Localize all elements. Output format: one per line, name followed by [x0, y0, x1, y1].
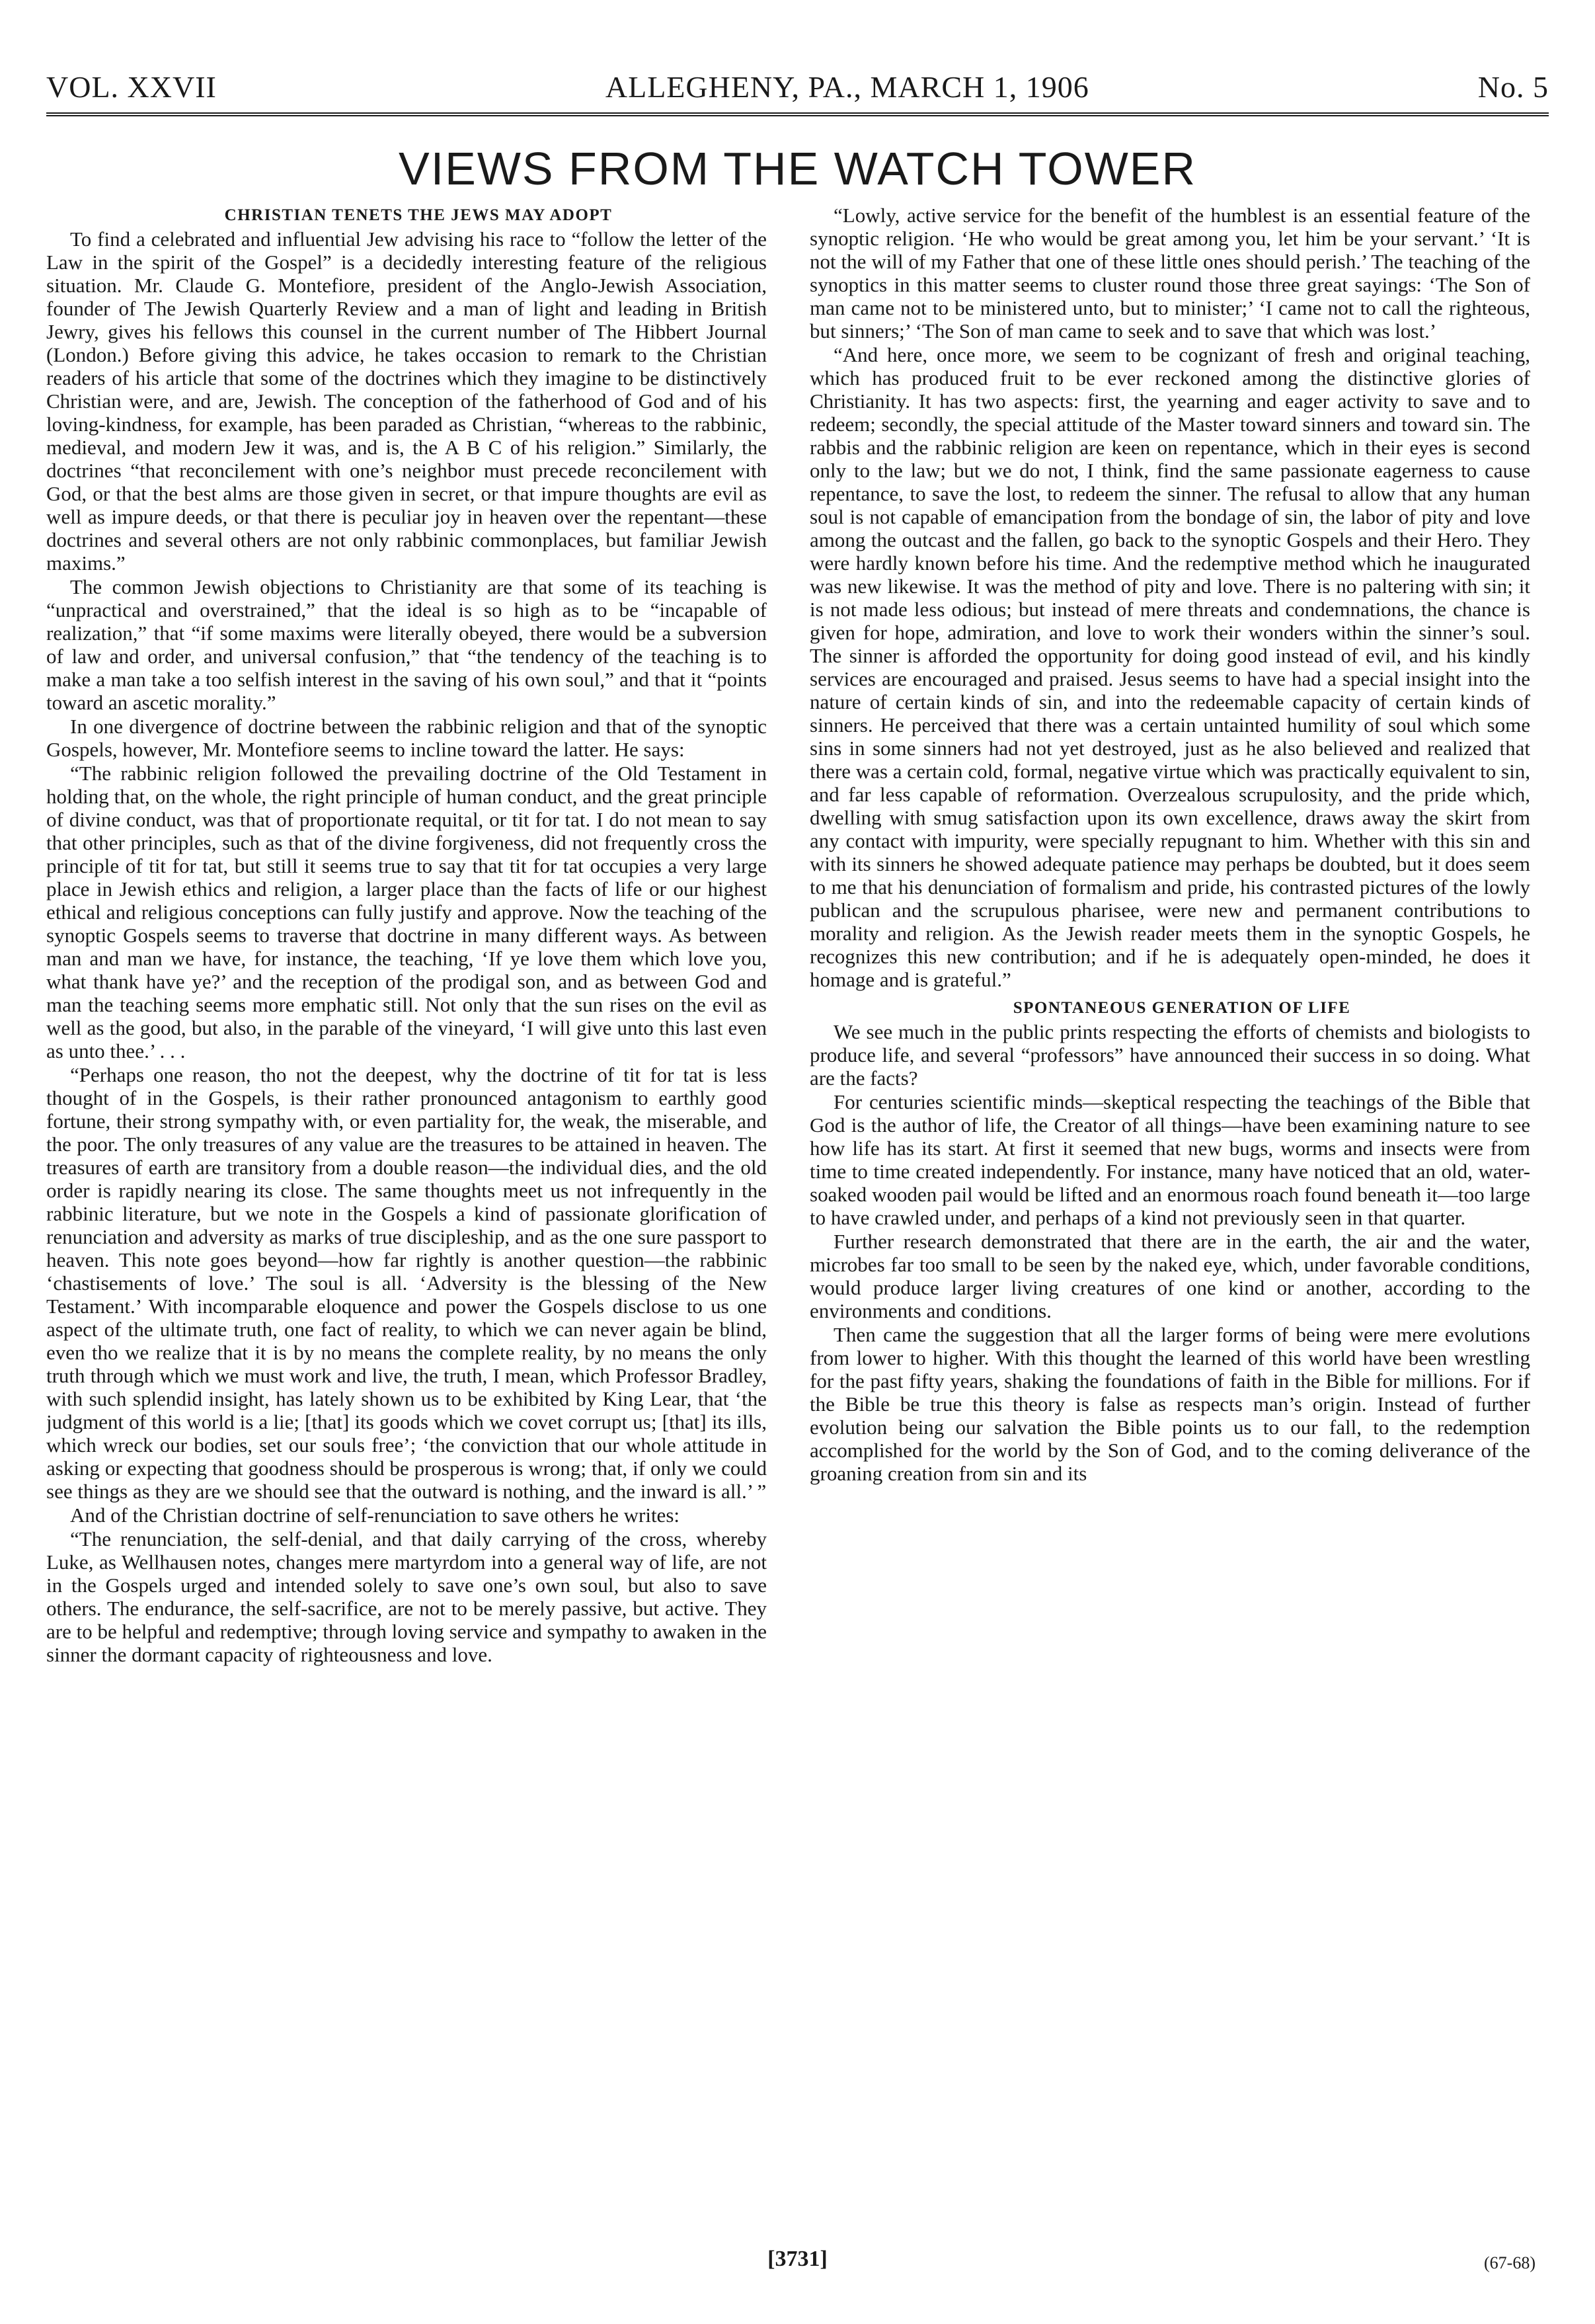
right-column: [810, 204, 1530, 2217]
article-paragraph: In one divergence of doctrine between the rabbinic religion and that of the synoptic Gospels, however, Mr. Montefiore seems to incline toward the latter. He says:: [46, 715, 767, 761]
masthead: [46, 61, 1549, 112]
page-reference: (67-68): [1484, 2253, 1536, 2272]
page-title: VIEWS FROM THE WATCH TOWER: [399, 143, 1196, 194]
article-paragraph: Further research demonstrated that there are in the earth, the air and the water, microbes far too small to be seen by the naked eye, which, under favorable conditions, would produce larger living creatures of one kind or another, according to the environments and conditions.: [810, 1230, 1530, 1322]
issue-number-label: No. 5: [1477, 69, 1549, 104]
article-paragraph: For centuries scientific minds—skeptical respecting the teachings of the Bible that God is the author of life, the Creator of all things—have been examining nature to see how life has its start. At first it seemed that new bugs, worms and insects were from time to time created independently. For instance, many have noticed that an old, water-soaked wooden pail would be lifted and an enormous roach found beneath it—too large to have crawled under, and perhaps of a kind not previously seen in that quarter.: [810, 1090, 1530, 1229]
article-paragraph: “Lowly, active service for the benefit of the humblest is an essential feature of the synoptic religion. ‘He who would be great among you, let him be your servant.’ ‘It is not the will of my Father that one of these little ones should perish.’ The teaching of the synoptics in this matter seems to cluster round those three great sayings: ‘The Son of man came not to be ministered unto, but to minister;’ ‘I came not to call the righteous, but sinners;’ ‘The Son of man came to seek and to save that which was lost.’: [810, 204, 1530, 342]
article-paragraph: We see much in the public prints respecting the efforts of chemists and biologists to produce life, and several “professors” have announced their success in so doing. What are the facts?: [810, 1020, 1530, 1090]
article-paragraph: And of the Christian doctrine of self-renunciation to save others he writes:: [70, 1503, 680, 1527]
article-paragraph: “The renunciation, the self-denial, and that daily carrying of the cross, whereby Luke, as Wellhausen notes, changes mere martyrdom into a general way of life, are not in the Gospels urged and intended solely to save one’s own soul, but also to save others. The endurance, the self-sacrifice, are not to be merely passive, but active. They are to be helpful and redemptive; through loving service and sympathy to awaken in the sinner the dormant capacity of righteousness and love.: [46, 1527, 767, 1666]
article-paragraph: “Perhaps one reason, tho not the deepest, why the doctrine of tit for tat is less thought of in the Gospels, is their rather pronounced antagonism to earthly good fortune, their strong sympathy with, or even partiality for, the weak, the miserable, and the poor. The only treasures of any value are the treasures to be attained in heaven. The treasures of earth are transitory from a double reason—the individual dies, and the old order is rapidly nearing its close. The same thoughts meet us not infrequently in the rabbinic literature, but we note in the Gospels a kind of passionate glorification of renunciation and adversity as marks of true discipleship, and as the one sure passport to heaven. This note goes beyond—how far rightly is another question—the rabbinic ‘chastisements of love.’ The soul is all. ‘Adversity is the blessing of the New Testament.’ With incomparable eloquence and power the Gospels disclose to us one aspect of the ultimate truth, one fact of reality, to which we can never again be blind, even tho we realize that it is by no means the complete reality, by no means the only truth through which we must work and live, the truth, I mean, which Professor Bradley, with such splendid insight, has lately shown us to be exhibited by King Lear, that ‘the judgment of this world is a lie; [that] its goods which we covet corrupt us; [that] its ills, which wreck our bodies, set our souls free’; ‘the conviction that our whole attitude in asking or expecting that goodness should be prosperous is wrong; that, if only we could see things as they are we should see that the outward is nothing, and the inward is all.’ ”: [46, 1063, 767, 1503]
volume-label: VOL. XXVII: [46, 69, 217, 104]
left-column: [46, 204, 767, 2217]
article-paragraph: To find a celebrated and influential Jew advising his race to “follow the letter of the Law in the spirit of the Gospel” is a decidedly interesting feature of the religious situation. Mr. Claude G. Montefiore, president of the Anglo-Jewish Association, founder of The Jewish Quarterly Review and a man of light and leading in British Jewry, gives his fellows this counsel in the current number of The Hibbert Journal (London.) Before giving this advice, he takes occasion to remark to the Christian readers of his article that some of the doctrines which they imagine to be distinctively Christian were, and are, Jewish. The conception of the fatherhood of God and of his loving-kindness, for example, has been paraded as Christian, “whereas to the rabbinic, medieval, and modern Jew it was, and is, the A B C of his religion.” Similarly, the doctrines “that reconcilement with one’s neighbor must precede reconcilement with God, or that the best alms are those given in secret, or that impure thoughts are evil as well as impure deeds, or that there is peculiar joy in heaven over the repentant—these doctrines and several others are not only rabbinic commonplaces, but familiar Jewish maxims.”: [46, 227, 767, 575]
article-paragraph: “The rabbinic religion followed the prevailing doctrine of the Old Testament in holding that, on the whole, the right principle of human conduct, and the great principle of divine conduct, was that of proportionate requital, or tit for tat. I do not mean to say that other principles, such as that of the divine forgiveness, did not frequently cross the principle of tit for tat, but still it seems true to say that tit for tat occupies a very large place in Jewish ethics and religion, a larger place than the facts of life or our highest ethical and religious conceptions can fully justify and approve. Now the teaching of the synoptic Gospels seems to traverse that doctrine in many different ways. As between man and man we have, for instance, the teaching, ‘If ye love them which love you, what thank have ye?’ and the reception of the prodigal son, and as between God and man the teaching seems more emphatic still. Not only that the sun rises on the evil as well as the good, but also, in the parable of the vineyard, ‘I will give unto this last even as unto thee.’ . . .: [46, 762, 767, 1062]
section-heading-spontaneous-generation: SPONTANEOUS GENERATION OF LIFE: [1013, 999, 1351, 1017]
page-number: [3731]: [767, 2247, 828, 2271]
article-paragraph: “And here, once more, we seem to be cognizant of fresh and original teaching, which has produced fruit to be ever reckoned among the distinctive glories of Christianity. It has two aspects: first, the yearning and eager activity to save and to redeem; secondly, the special attitude of the Master toward sinners and toward sin. The rabbis and the rabbinic religion are keen on repentance, which in their eyes is second only to the law; but we do not, I think, find the same passionate eagerness to cause repentance, to save the lost, to redeem the sinner. The refusal to allow that any human soul is not capable of emancipation from the bondage of sin, the labor of pity and love among the outcast and the fallen, go back to the synoptic Gospels and their Hero. They were hardly known before his time. And the redemptive method which he inaugurated was new likewise. It was the method of pity and love. There is no paltering with sin; it is not made less odious; but instead of mere threats and condemnations, the chance is given for hope, admiration, and love to work their wonders within the sinner’s soul. The sinner is afforded the opportunity for doing good instead of evil, and his kindly services are encouraged and praised. Jesus seems to have had a special insight into the nature of certain kinds of sin, and into the redeemable capacity of certain kinds of sinners. He perceived that there was a certain untainted humility of soul which some sins in some sinners had not yet destroyed, just as he also believed and realized that there was a certain cold, formal, negative virtue which was practically equivalent to sin, and far less capable of reformation. Overzealous scrupulosity, and the pride which, dwelling with smug satisfaction upon its own excellence, draws away the skirt from any contact with impurity, were specially repugnant to him. Whether with this sin and with its sinners he showed adequate patience may perhaps be doubted, but it does seem to me that his denunciation of formalism and pride, his contrasted pictures of the lowly publican and the scrupulous pharisee, were new and permanent contributions to morality and religion. As the Jewish reader meets them in the synoptic Gospels, he recognizes this new contribution; and if he is adequately open-minded, he does it homage and is grateful.”: [810, 343, 1530, 991]
article-paragraph: Then came the suggestion that all the larger forms of being were mere evolutions from lower to higher. With this thought the learned of this world have been wrestling for the past fifty years, shaking the foundations of faith in the Bible for millions. For if the Bible be true this theory is false as respects man’s origin. Instead of further evolution being our salvation the Bible points us to our fall, to the redemption accomplished for the world by the Son of God, and to the coming deliverance of the groaning creation from sin and its: [810, 1323, 1530, 1485]
place-date-label: ALLEGHENY, PA., MARCH 1, 1906: [605, 69, 1089, 104]
masthead-rule: [46, 112, 1549, 116]
article-paragraph: The common Jewish objections to Christianity are that some of its teaching is “unpractical and overstrained,” that the ideal is so high as to be “incapable of realization,” that “if some maxims were literally obeyed, there would be a subversion of law and order, and universal confusion,” that “the tendency of the teaching is to make a man take a too selfish interest in the saving of his own soul,” and that it “points toward an ascetic morality.”: [46, 575, 767, 714]
section-heading-christian-tenets: CHRISTIAN TENETS THE JEWS MAY ADOPT: [224, 206, 613, 224]
